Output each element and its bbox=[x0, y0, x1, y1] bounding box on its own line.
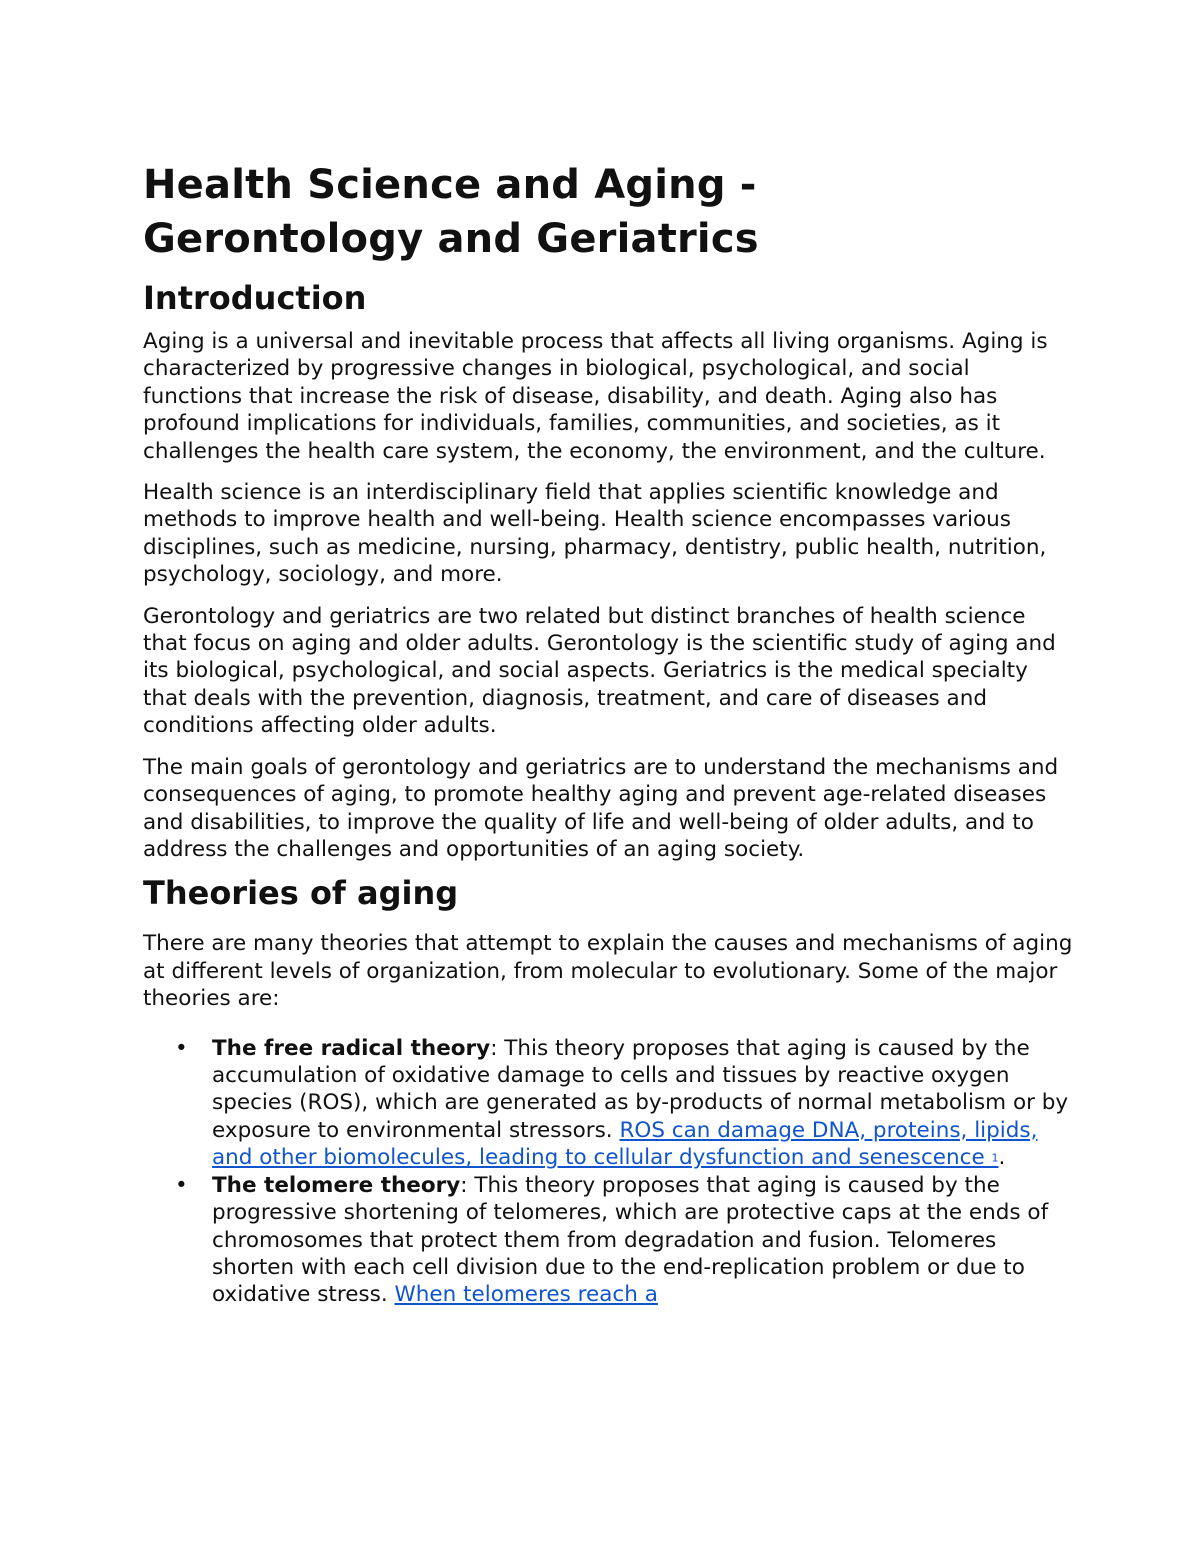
theory-description: : This theory proposes that aging is caused by the accumulation of oxidative damage to cells and tissues by reactive oxygen species (ROS), which are generated as by-products of normal metabolism or by exposure to environmental stressors. bbox=[212, 1035, 1069, 1143]
theory-term: The free radical theory bbox=[212, 1035, 491, 1061]
intro-paragraph: Health science is an interdisciplinary field that applies scientific knowledge and methods to improve health and well-being. Health science encompasses various disciplines, such as medicine, nursing, pharmacy, dentistry, public health, nutrition, psychology, sociology, and more. bbox=[143, 480, 1047, 588]
reference-link-text: ROS can damage DNA, proteins, lipids, and other biomolecules, leading to cellular dysfunction and senescence bbox=[212, 1117, 1038, 1171]
intro-paragraph: The main goals of gerontology and geriatrics are to understand the mechanisms and consequences of aging, to promote healthy aging and prevent age-related diseases and disabilities, to improve the quality of life and well-being of older adults, and to address the challenges and opportunities of an aging society. bbox=[143, 754, 1059, 862]
introduction-heading: Introduction bbox=[143, 279, 367, 317]
theories-list bbox=[143, 1035, 1073, 1309]
citation-marker: 1 bbox=[991, 1151, 999, 1165]
sentence-end: . bbox=[998, 1145, 1006, 1171]
title-line-1: Health Science and Aging - bbox=[143, 162, 757, 208]
document-page bbox=[143, 158, 1073, 1309]
list-item bbox=[175, 1172, 1073, 1309]
reference-link-text: When telomeres reach a bbox=[394, 1282, 658, 1308]
document-title bbox=[143, 158, 1073, 266]
theories-heading: Theories of aging bbox=[143, 874, 459, 913]
title-line-2: Gerontology and Geriatrics bbox=[143, 216, 759, 262]
intro-paragraph: Aging is a universal and inevitable process that affects all living organisms. Aging is characterized by progressive changes in biological, psychological, and social functions that increase the risk of disease, disability, and death. Aging also has profound implications for individuals, families, communities, and societies, as it challenges the health care system, the economy, the environment, and the culture. bbox=[143, 329, 1048, 464]
bullet-icon: • bbox=[175, 1035, 188, 1061]
theories-intro-paragraph: There are many theories that attempt to explain the causes and mechanisms of aging at different levels of organization, from molecular to evolutionary. Some of the major theories are: bbox=[143, 931, 1073, 1012]
reference-link[interactable] bbox=[395, 1282, 658, 1307]
theory-term: The telomere theory bbox=[212, 1172, 461, 1198]
bullet-icon: • bbox=[175, 1172, 188, 1198]
theory-description: : This theory proposes that aging is caused by the progressive shortening of telomeres, which are protective caps at the ends of chromosomes that protect them from degradation and fusion. Telomeres shorten with each cell division due to the end-replication problem or due to oxidative stress. bbox=[212, 1172, 1049, 1308]
list-item bbox=[175, 1035, 1073, 1172]
intro-paragraph: Gerontology and geriatrics are two related but distinct branches of health science that focus on aging and older adults. Gerontology is the scientific study of aging and its biological, psychological, and social aspects. Geriatrics is the medical specialty that deals with the prevention, diagnosis, treatment, and care of diseases and conditions affecting older adults. bbox=[143, 603, 1056, 739]
